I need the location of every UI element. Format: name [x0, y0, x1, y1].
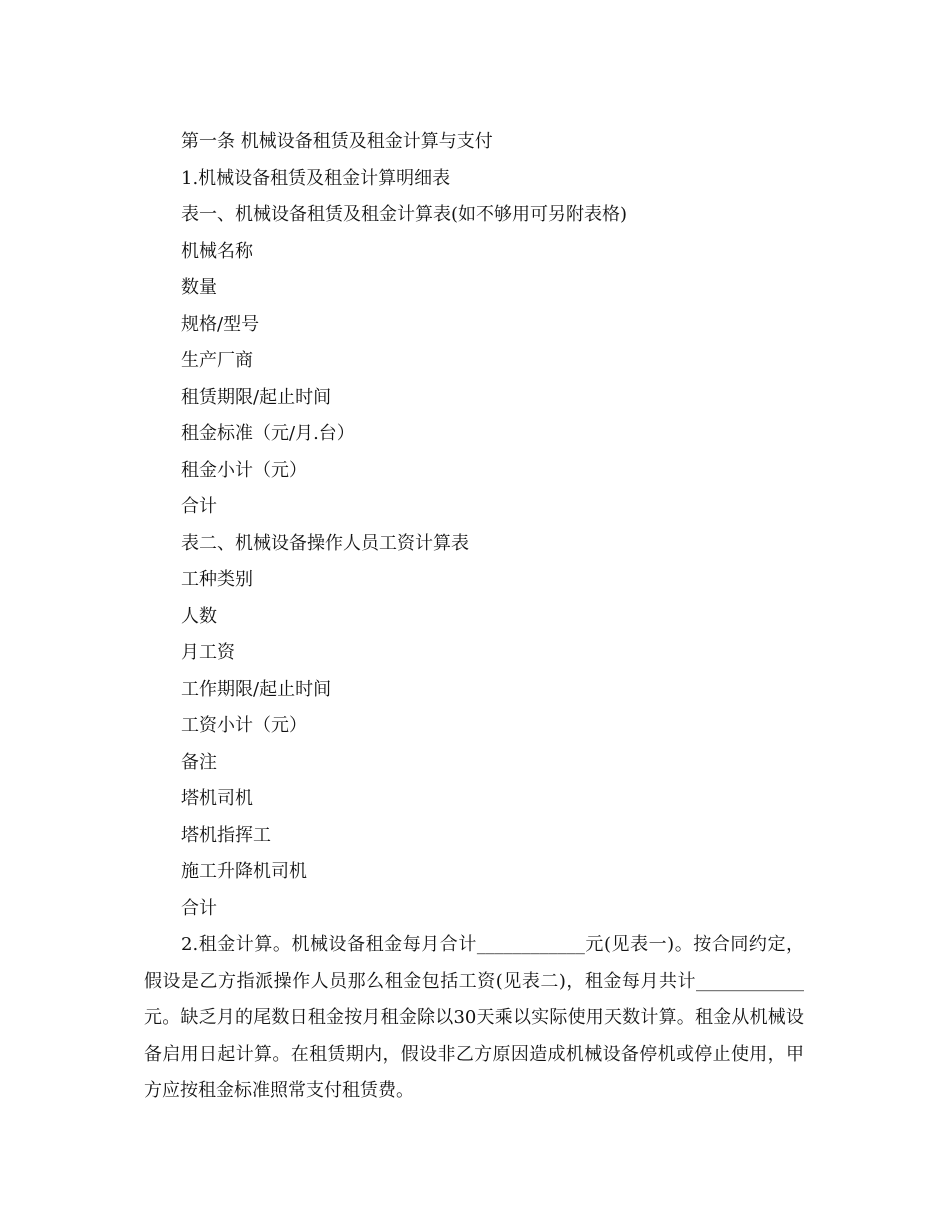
table-two-title: 表二、机械设备操作人员工资计算表 [181, 532, 469, 554]
table-one-field: 机械名称 [181, 240, 253, 262]
table-one-field: 租金标准（元/月.台） [181, 423, 355, 444]
table-one-total: 合计 [181, 496, 217, 517]
table-one-field: 生产厂商 [181, 350, 253, 371]
table-two-field: 备注 [181, 751, 217, 773]
table-two-field: 工资小计（元） [181, 715, 307, 736]
table-two-row: 施工升降机司机 [181, 861, 307, 882]
document-body [144, 124, 804, 1110]
table-one-field: 数量 [181, 277, 217, 298]
table-two-field: 人数 [181, 605, 217, 627]
table-two-row: 塔机司机 [181, 788, 253, 809]
table-two-row: 塔机指挥工 [181, 824, 271, 846]
table-two-field: 工作期限/起止时间 [181, 678, 332, 700]
table-two-total: 合计 [181, 897, 217, 919]
rent-calculation-paragraph: 2.租金计算。机械设备租金每月合计____________元(见表一)。按合同约定，假设是乙方指派操作人员那么租金包括工资(见表二)，租金每月共计____________元。缺乏月的尾数日租金按月租金除以30天乘以实际使用天数计算。租金从机械设备启用日起计算。在租赁期内，假设非乙方原因造成机械设备停机或停止使用，甲方应按租金标准照常支付租赁费。 [144, 934, 804, 1101]
table-two-field: 工种类别 [181, 569, 253, 590]
section-heading: 1.机械设备租赁及租金计算明细表 [181, 167, 451, 189]
table-one-field: 规格/型号 [181, 313, 260, 335]
table-one-title: 表一、机械设备租赁及租金计算表(如不够用可另附表格) [181, 204, 628, 225]
table-one-field: 租金小计（元） [181, 459, 307, 481]
table-one-field: 租赁期限/起止时间 [181, 386, 332, 408]
table-two-field: 月工资 [181, 642, 235, 663]
article-heading: 第一条 机械设备租赁及租金计算与支付 [181, 131, 493, 152]
